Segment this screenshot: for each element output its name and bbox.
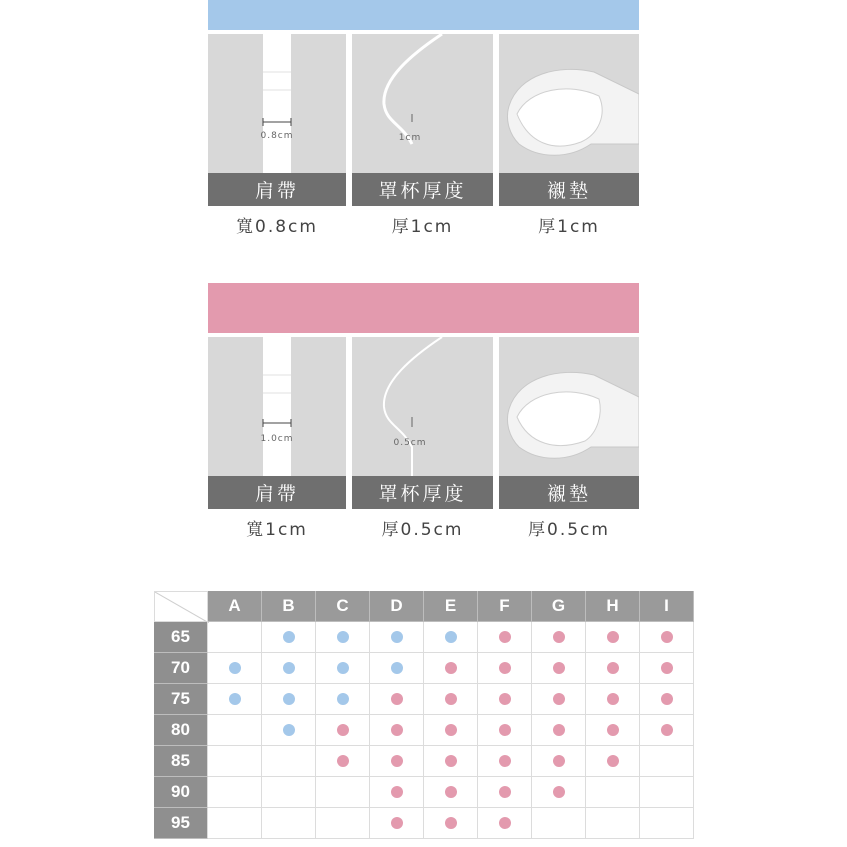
availability-dot-blue [337, 662, 349, 674]
availability-dot-pink [445, 662, 457, 674]
table-cell [370, 622, 424, 653]
availability-dot-pink [499, 817, 511, 829]
availability-dot-pink [391, 786, 403, 798]
table-cell [316, 777, 370, 808]
availability-dot-pink [661, 631, 673, 643]
cup-size-header: C [316, 591, 370, 622]
cup-size-header: H [586, 591, 640, 622]
cup-thickness-label: 罩杯厚度 [352, 173, 493, 206]
table-cell [370, 715, 424, 746]
availability-dot-pink [607, 662, 619, 674]
table-cell [532, 808, 586, 839]
strap-measure: 1.0cm [260, 434, 294, 444]
pink-header-band [208, 283, 639, 333]
availability-dot-pink [553, 724, 565, 736]
table-cell [640, 684, 694, 715]
table-cell [478, 715, 532, 746]
table-cell [640, 777, 694, 808]
availability-dot-pink [337, 755, 349, 767]
table-cell [262, 684, 316, 715]
table-cell [208, 653, 262, 684]
band-size-header: 90 [154, 777, 208, 808]
table-cell [640, 622, 694, 653]
band-size-header: 70 [154, 653, 208, 684]
availability-dot-blue [445, 631, 457, 643]
table-cell [208, 622, 262, 653]
table-cell [640, 746, 694, 777]
table-cell [262, 746, 316, 777]
cup-size-header: E [424, 591, 478, 622]
table-cell [262, 715, 316, 746]
strap-caption: 寬0.8cm [236, 217, 318, 237]
table-cell [640, 808, 694, 839]
availability-dot-pink [445, 693, 457, 705]
table-cell [370, 808, 424, 839]
strap-label: 肩帶 [208, 173, 346, 206]
availability-dot-pink [499, 693, 511, 705]
availability-dot-blue [337, 693, 349, 705]
cup-thickness-label: 罩杯厚度 [352, 476, 493, 509]
cup-size-header: B [262, 591, 316, 622]
availability-dot-pink [661, 662, 673, 674]
table-cell [424, 715, 478, 746]
table-cell [316, 715, 370, 746]
availability-dot-pink [445, 724, 457, 736]
cup-thickness-panel-1 [352, 34, 493, 206]
table-cell [424, 684, 478, 715]
table-cell [262, 808, 316, 839]
table-cell [370, 684, 424, 715]
table-cell [586, 777, 640, 808]
table-cell [478, 684, 532, 715]
cup-size-header: I [640, 591, 694, 622]
cup-thickness-caption: 厚0.5cm [381, 520, 464, 540]
availability-dot-pink [499, 631, 511, 643]
table-cell [532, 622, 586, 653]
table-cell [640, 715, 694, 746]
padding-label: 襯墊 [499, 476, 639, 509]
availability-dot-blue [283, 631, 295, 643]
cup-measure: 1cm [398, 133, 422, 143]
table-cell [586, 715, 640, 746]
padding-panel-1 [499, 34, 639, 206]
table-cell [586, 684, 640, 715]
cup-size-header: G [532, 591, 586, 622]
table-cell [532, 777, 586, 808]
table-cell [262, 622, 316, 653]
cup-thickness-caption: 厚1cm [391, 217, 454, 237]
band-size-header: 80 [154, 715, 208, 746]
table-cell [262, 653, 316, 684]
table-cell [208, 684, 262, 715]
padding-caption: 厚0.5cm [528, 520, 610, 540]
availability-dot-pink [391, 724, 403, 736]
table-cell [478, 777, 532, 808]
table-cell [208, 808, 262, 839]
availability-dot-pink [607, 755, 619, 767]
availability-dot-pink [337, 724, 349, 736]
table-cell [208, 715, 262, 746]
table-cell [262, 777, 316, 808]
table-cell [586, 653, 640, 684]
availability-dot-pink [445, 817, 457, 829]
availability-dot-pink [445, 755, 457, 767]
cup-size-header: A [208, 591, 262, 622]
strap-label: 肩帶 [208, 476, 346, 509]
availability-dot-blue [283, 693, 295, 705]
table-cell [478, 653, 532, 684]
availability-dot-pink [661, 693, 673, 705]
table-cell [478, 808, 532, 839]
table-cell [532, 746, 586, 777]
strap-panel-2 [208, 337, 346, 509]
strap-caption: 寬1cm [246, 520, 308, 540]
availability-dot-pink [391, 817, 403, 829]
table-cell [424, 777, 478, 808]
padding-label: 襯墊 [499, 173, 639, 206]
table-cell [370, 653, 424, 684]
availability-dot-pink [553, 631, 565, 643]
blue-header-band [208, 0, 639, 30]
table-cell [370, 746, 424, 777]
availability-dot-blue [391, 631, 403, 643]
availability-dot-blue [283, 662, 295, 674]
availability-dot-pink [499, 724, 511, 736]
table-cell [424, 746, 478, 777]
table-cell [640, 653, 694, 684]
table-cell [424, 653, 478, 684]
table-cell [532, 715, 586, 746]
availability-dot-blue [229, 662, 241, 674]
table-cell [208, 746, 262, 777]
table-cell [532, 653, 586, 684]
band-size-header: 75 [154, 684, 208, 715]
cup-thickness-panel-2 [352, 337, 493, 509]
table-cell [316, 746, 370, 777]
availability-dot-blue [283, 724, 295, 736]
table-cell [478, 746, 532, 777]
availability-dot-pink [607, 631, 619, 643]
strap-measure: 0.8cm [260, 131, 294, 141]
availability-dot-pink [607, 724, 619, 736]
table-corner [154, 591, 208, 622]
availability-dot-pink [499, 662, 511, 674]
availability-dot-blue [337, 631, 349, 643]
availability-dot-pink [391, 755, 403, 767]
availability-dot-blue [391, 662, 403, 674]
table-cell [586, 746, 640, 777]
table-cell [478, 622, 532, 653]
availability-dot-pink [499, 755, 511, 767]
table-cell [586, 622, 640, 653]
availability-dot-pink [661, 724, 673, 736]
availability-dot-pink [391, 693, 403, 705]
cup-size-header: F [478, 591, 532, 622]
availability-dot-pink [553, 662, 565, 674]
table-cell [316, 684, 370, 715]
availability-dot-pink [553, 755, 565, 767]
table-cell [532, 684, 586, 715]
table-cell [208, 777, 262, 808]
availability-dot-pink [553, 693, 565, 705]
table-cell [424, 622, 478, 653]
table-cell [316, 653, 370, 684]
band-size-header: 65 [154, 622, 208, 653]
cup-measure: 0.5cm [393, 438, 427, 448]
table-cell [370, 777, 424, 808]
table-cell [424, 808, 478, 839]
availability-dot-blue [229, 693, 241, 705]
availability-dot-pink [553, 786, 565, 798]
band-size-header: 95 [154, 808, 208, 839]
table-cell [316, 622, 370, 653]
table-cell [316, 808, 370, 839]
table-cell [586, 808, 640, 839]
strap-panel-1 [208, 34, 346, 206]
band-size-header: 85 [154, 746, 208, 777]
cup-size-header: D [370, 591, 424, 622]
padding-caption: 厚1cm [538, 217, 600, 237]
availability-dot-pink [499, 786, 511, 798]
availability-dot-pink [607, 693, 619, 705]
availability-dot-pink [445, 786, 457, 798]
padding-panel-2 [499, 337, 639, 509]
